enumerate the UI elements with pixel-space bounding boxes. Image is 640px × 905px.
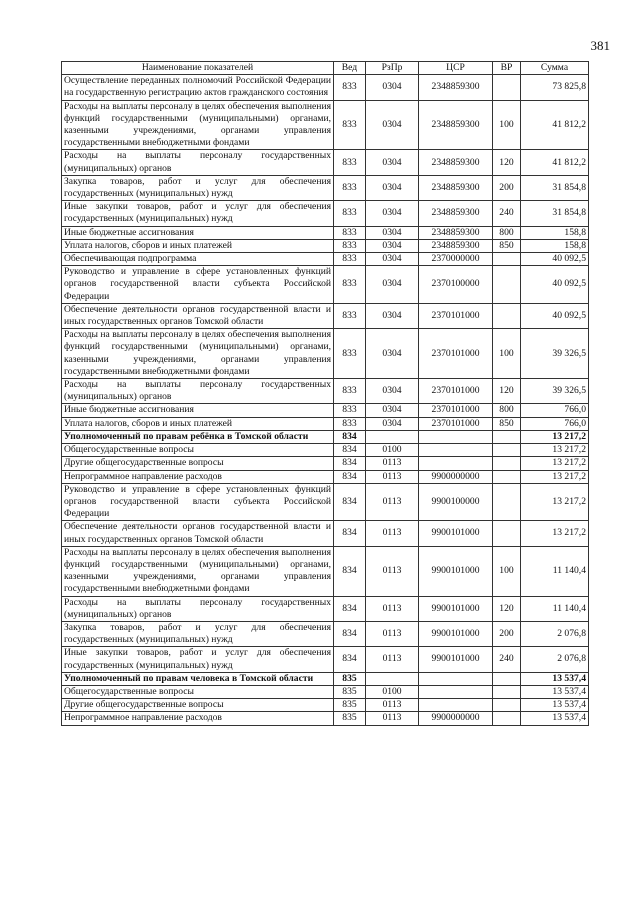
row-vr-cell	[493, 75, 521, 100]
row-vr-cell: 120	[493, 379, 521, 404]
row-name-cell: Обеспечивающая подпрограмма	[62, 253, 334, 266]
row-csr-cell: 9900101000	[419, 521, 493, 546]
table-row	[62, 546, 589, 596]
row-sum-cell: 13 217,2	[521, 483, 589, 521]
row-csr-cell: 2348859300	[419, 201, 493, 226]
row-rzpr-cell: 0304	[366, 404, 419, 417]
row-name-cell: Обеспечение деятельности органов государственной власти и иных государственных органов Томской области	[62, 303, 334, 328]
row-rzpr-cell: 0304	[366, 379, 419, 404]
row-sum-cell: 31 854,8	[521, 175, 589, 200]
row-sum-cell: 766,0	[521, 404, 589, 417]
row-sum-cell: 13 217,2	[521, 457, 589, 470]
column-header-ved: Вед	[334, 62, 366, 75]
row-rzpr-cell: 0113	[366, 621, 419, 646]
row-sum-cell: 158,8	[521, 226, 589, 239]
row-csr-cell: 2370101000	[419, 379, 493, 404]
column-header-rzpr: РзПр	[366, 62, 419, 75]
row-rzpr-cell: 0304	[366, 201, 419, 226]
row-ved-cell: 834	[334, 483, 366, 521]
row-name-cell: Другие общегосударственные вопросы	[62, 699, 334, 712]
row-vr-cell	[493, 672, 521, 685]
row-rzpr-cell: 0113	[366, 483, 419, 521]
row-sum-cell: 39 326,5	[521, 379, 589, 404]
table-row	[62, 100, 589, 150]
row-vr-cell	[493, 521, 521, 546]
row-vr-cell: 200	[493, 621, 521, 646]
row-sum-cell: 39 326,5	[521, 329, 589, 379]
row-sum-cell: 766,0	[521, 417, 589, 430]
column-header-name: Наименование показателей	[62, 62, 334, 75]
row-vr-cell	[493, 712, 521, 725]
row-name-cell: Закупка товаров, работ и услуг для обеспечения государственных (муниципальных) нужд	[62, 175, 334, 200]
table-row	[62, 470, 589, 483]
budget-table	[61, 61, 589, 726]
row-rzpr-cell: 0100	[366, 685, 419, 698]
row-vr-cell	[493, 253, 521, 266]
row-csr-cell: 2348859300	[419, 239, 493, 252]
row-name-cell: Закупка товаров, работ и услуг для обеспечения государственных (муниципальных) нужд	[62, 621, 334, 646]
row-csr-cell: 2370000000	[419, 253, 493, 266]
row-vr-cell: 240	[493, 201, 521, 226]
row-name-cell: Непрограммное направление расходов	[62, 470, 334, 483]
row-ved-cell: 833	[334, 226, 366, 239]
row-ved-cell: 833	[334, 75, 366, 100]
row-rzpr-cell	[366, 672, 419, 685]
table-row	[62, 621, 589, 646]
row-ved-cell: 834	[334, 430, 366, 443]
row-sum-cell: 41 812,2	[521, 100, 589, 150]
row-csr-cell: 2348859300	[419, 226, 493, 239]
row-vr-cell: 850	[493, 417, 521, 430]
row-vr-cell: 800	[493, 226, 521, 239]
row-rzpr-cell: 0113	[366, 647, 419, 672]
row-rzpr-cell: 0304	[366, 226, 419, 239]
row-csr-cell: 2348859300	[419, 100, 493, 150]
row-ved-cell: 833	[334, 239, 366, 252]
row-vr-cell: 850	[493, 239, 521, 252]
row-sum-cell: 13 217,2	[521, 521, 589, 546]
row-sum-cell: 40 092,5	[521, 303, 589, 328]
row-name-cell: Расходы на выплаты персоналу в целях обеспечения выполнения функций государственными (муниципальными) органами, казенными учреждениями, органами управления государственными внебюджетными фондами	[62, 100, 334, 150]
row-vr-cell: 120	[493, 150, 521, 175]
row-sum-cell: 2 076,8	[521, 621, 589, 646]
row-sum-cell: 73 825,8	[521, 75, 589, 100]
column-header-sum: Сумма	[521, 62, 589, 75]
row-csr-cell: 2370100000	[419, 266, 493, 304]
row-ved-cell: 833	[334, 150, 366, 175]
row-name-cell: Осуществление переданных полномочий Российской Федерации на государственную регистрацию актов гражданского состояния	[62, 75, 334, 100]
row-sum-cell: 11 140,4	[521, 546, 589, 596]
row-vr-cell: 200	[493, 175, 521, 200]
row-sum-cell: 41 812,2	[521, 150, 589, 175]
row-csr-cell: 9900101000	[419, 546, 493, 596]
row-sum-cell: 40 092,5	[521, 266, 589, 304]
row-ved-cell: 833	[334, 253, 366, 266]
table-row	[62, 75, 589, 100]
row-sum-cell: 13 537,4	[521, 699, 589, 712]
row-ved-cell: 833	[334, 175, 366, 200]
column-header-csr: ЦСР	[419, 62, 493, 75]
table-row	[62, 430, 589, 443]
column-header-vr: ВР	[493, 62, 521, 75]
row-vr-cell	[493, 457, 521, 470]
row-csr-cell	[419, 699, 493, 712]
table-row	[62, 685, 589, 698]
row-name-cell: Общегосударственные вопросы	[62, 444, 334, 457]
row-vr-cell	[493, 470, 521, 483]
row-csr-cell: 2370101000	[419, 417, 493, 430]
row-rzpr-cell: 0113	[366, 596, 419, 621]
row-ved-cell: 835	[334, 699, 366, 712]
row-rzpr-cell: 0304	[366, 100, 419, 150]
row-ved-cell: 833	[334, 100, 366, 150]
row-ved-cell: 833	[334, 329, 366, 379]
row-rzpr-cell: 0304	[366, 150, 419, 175]
row-ved-cell: 834	[334, 596, 366, 621]
row-name-cell: Иные бюджетные ассигнования	[62, 226, 334, 239]
table-header-row	[62, 62, 589, 75]
row-ved-cell: 835	[334, 672, 366, 685]
row-vr-cell	[493, 444, 521, 457]
table-row	[62, 253, 589, 266]
row-csr-cell: 9900000000	[419, 712, 493, 725]
table-row	[62, 457, 589, 470]
row-sum-cell: 13 217,2	[521, 470, 589, 483]
row-vr-cell: 100	[493, 546, 521, 596]
row-name-cell: Иные бюджетные ассигнования	[62, 404, 334, 417]
row-sum-cell: 2 076,8	[521, 647, 589, 672]
row-vr-cell	[493, 483, 521, 521]
table-row	[62, 239, 589, 252]
row-csr-cell: 9900101000	[419, 621, 493, 646]
row-ved-cell: 834	[334, 546, 366, 596]
table-row	[62, 699, 589, 712]
row-sum-cell: 11 140,4	[521, 596, 589, 621]
row-sum-cell: 40 092,5	[521, 253, 589, 266]
row-sum-cell: 13 537,4	[521, 672, 589, 685]
row-sum-cell: 13 537,4	[521, 685, 589, 698]
table-row	[62, 521, 589, 546]
row-rzpr-cell: 0113	[366, 699, 419, 712]
row-rzpr-cell: 0304	[366, 239, 419, 252]
row-csr-cell: 2348859300	[419, 175, 493, 200]
row-ved-cell: 834	[334, 521, 366, 546]
row-ved-cell: 834	[334, 457, 366, 470]
row-csr-cell	[419, 672, 493, 685]
row-name-cell: Непрограммное направление расходов	[62, 712, 334, 725]
row-name-cell: Расходы на выплаты персоналу государственных (муниципальных) органов	[62, 596, 334, 621]
row-sum-cell: 158,8	[521, 239, 589, 252]
row-name-cell: Уполномоченный по правам человека в Томской области	[62, 672, 334, 685]
row-rzpr-cell: 0113	[366, 470, 419, 483]
table-row	[62, 266, 589, 304]
row-vr-cell	[493, 303, 521, 328]
row-rzpr-cell: 0304	[366, 329, 419, 379]
table-row	[62, 417, 589, 430]
row-rzpr-cell: 0304	[366, 417, 419, 430]
row-csr-cell	[419, 685, 493, 698]
row-ved-cell: 833	[334, 417, 366, 430]
row-ved-cell: 833	[334, 201, 366, 226]
row-name-cell: Руководство и управление в сфере установленных функций органов государственной власти субъекта Российской Федерации	[62, 266, 334, 304]
row-rzpr-cell: 0113	[366, 712, 419, 725]
row-rzpr-cell: 0100	[366, 444, 419, 457]
row-name-cell: Другие общегосударственные вопросы	[62, 457, 334, 470]
row-sum-cell: 13 217,2	[521, 444, 589, 457]
row-ved-cell: 834	[334, 647, 366, 672]
table-row	[62, 647, 589, 672]
row-csr-cell: 2370101000	[419, 303, 493, 328]
row-csr-cell: 2370101000	[419, 404, 493, 417]
row-csr-cell: 2348859300	[419, 75, 493, 100]
page-number: 381	[590, 38, 610, 53]
table-row	[62, 596, 589, 621]
row-rzpr-cell: 0304	[366, 253, 419, 266]
row-rzpr-cell: 0304	[366, 266, 419, 304]
row-name-cell: Расходы на выплаты персоналу в целях обеспечения выполнения функций государственными (муниципальными) органами, казенными учреждениями, органами управления государственными внебюджетными фондами	[62, 329, 334, 379]
row-vr-cell	[493, 266, 521, 304]
row-csr-cell	[419, 444, 493, 457]
row-name-cell: Расходы на выплаты персоналу в целях обеспечения выполнения функций государственными (муниципальными) органами, казенными учреждениями, органами управления государственными внебюджетными фондами	[62, 546, 334, 596]
row-rzpr-cell: 0113	[366, 521, 419, 546]
row-vr-cell	[493, 699, 521, 712]
table-body	[62, 75, 589, 725]
row-rzpr-cell: 0113	[366, 457, 419, 470]
row-ved-cell: 833	[334, 266, 366, 304]
row-rzpr-cell: 0113	[366, 546, 419, 596]
row-csr-cell: 9900101000	[419, 596, 493, 621]
row-csr-cell: 9900101000	[419, 647, 493, 672]
table-row	[62, 175, 589, 200]
table-row	[62, 404, 589, 417]
table-row	[62, 444, 589, 457]
row-vr-cell: 800	[493, 404, 521, 417]
row-ved-cell: 834	[334, 470, 366, 483]
row-vr-cell	[493, 430, 521, 443]
row-vr-cell: 100	[493, 329, 521, 379]
row-vr-cell: 240	[493, 647, 521, 672]
row-vr-cell: 120	[493, 596, 521, 621]
table-row	[62, 226, 589, 239]
row-csr-cell: 2348859300	[419, 150, 493, 175]
row-name-cell: Иные закупки товаров, работ и услуг для обеспечения государственных (муниципальных) нужд	[62, 201, 334, 226]
row-name-cell: Расходы на выплаты персоналу государственных (муниципальных) органов	[62, 150, 334, 175]
table-row	[62, 329, 589, 379]
row-name-cell: Уплата налогов, сборов и иных платежей	[62, 239, 334, 252]
table-row	[62, 201, 589, 226]
row-name-cell: Обеспечение деятельности органов государственной власти и иных государственных органов Томской области	[62, 521, 334, 546]
row-ved-cell: 835	[334, 685, 366, 698]
row-ved-cell: 833	[334, 303, 366, 328]
table-row	[62, 672, 589, 685]
row-ved-cell: 835	[334, 712, 366, 725]
row-vr-cell: 100	[493, 100, 521, 150]
row-ved-cell: 833	[334, 404, 366, 417]
table-row	[62, 150, 589, 175]
row-csr-cell: 9900000000	[419, 470, 493, 483]
row-rzpr-cell: 0304	[366, 75, 419, 100]
table-row	[62, 379, 589, 404]
table-row	[62, 483, 589, 521]
row-csr-cell	[419, 457, 493, 470]
row-csr-cell: 2370101000	[419, 329, 493, 379]
row-rzpr-cell: 0304	[366, 175, 419, 200]
row-name-cell: Общегосударственные вопросы	[62, 685, 334, 698]
row-ved-cell: 834	[334, 444, 366, 457]
row-name-cell: Руководство и управление в сфере установленных функций органов государственной власти субъекта Российской Федерации	[62, 483, 334, 521]
row-name-cell: Уплата налогов, сборов и иных платежей	[62, 417, 334, 430]
row-csr-cell: 9900100000	[419, 483, 493, 521]
table-row	[62, 712, 589, 725]
table-row	[62, 303, 589, 328]
row-name-cell: Расходы на выплаты персоналу государственных (муниципальных) органов	[62, 379, 334, 404]
row-sum-cell: 31 854,8	[521, 201, 589, 226]
row-name-cell: Иные закупки товаров, работ и услуг для обеспечения государственных (муниципальных) нужд	[62, 647, 334, 672]
row-rzpr-cell: 0304	[366, 303, 419, 328]
row-sum-cell: 13 537,4	[521, 712, 589, 725]
row-name-cell: Уполномоченный по правам ребёнка в Томской области	[62, 430, 334, 443]
row-csr-cell	[419, 430, 493, 443]
row-ved-cell: 834	[334, 621, 366, 646]
row-rzpr-cell	[366, 430, 419, 443]
row-ved-cell: 833	[334, 379, 366, 404]
row-sum-cell: 13 217,2	[521, 430, 589, 443]
row-vr-cell	[493, 685, 521, 698]
